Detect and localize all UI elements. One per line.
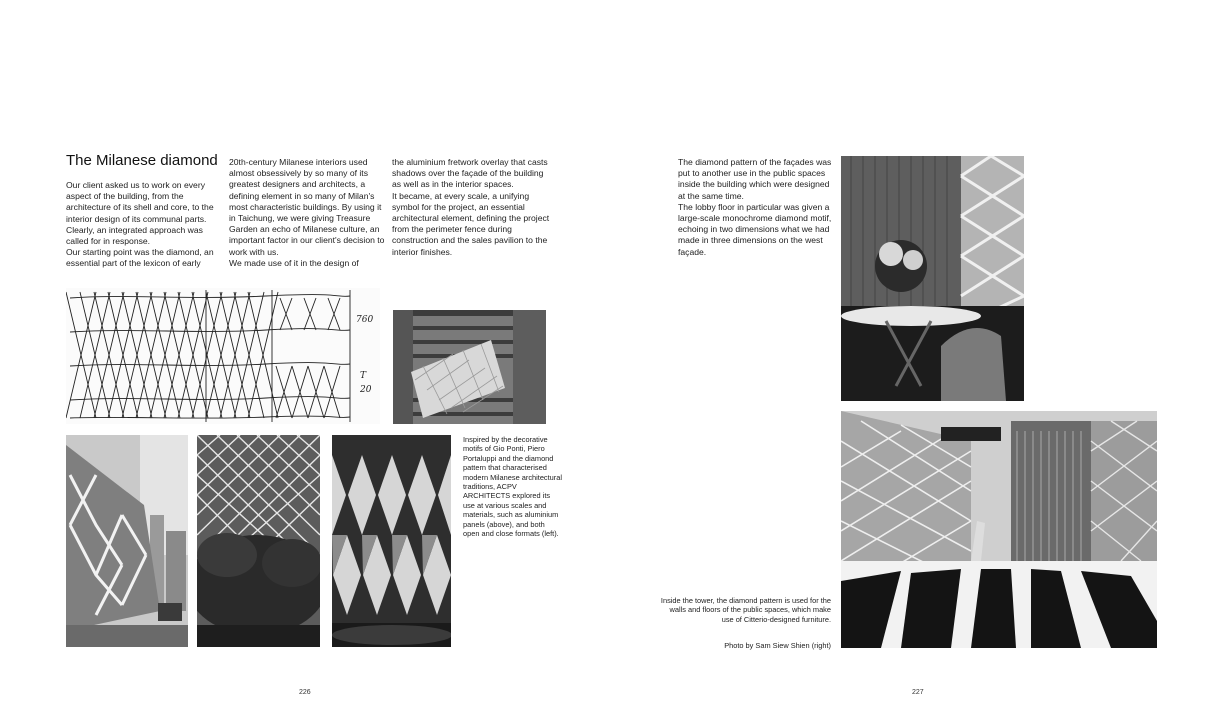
- sketch-note-3: 20: [360, 385, 372, 395]
- body-column-3: the aluminium fretwork overlay that casts shadows over the façade of the building as well as in the interior spaces. It became, at every scale, a unifying symbol for the project, an essential architectural element, defining the project from the perimeter fence during construction and the sales pavilion to the interior finishes.: [392, 157, 550, 257]
- lobby-photo-floor: [841, 411, 1157, 648]
- body-column-right: The diamond pattern of the façades was put to another use in the public spaces inside the building which were designed at the same time. The lobby floor in particular was given a large-scale monochrome diamond motif, echoing in two dimensions what we had made in three dimensions on the west façade.: [678, 157, 832, 257]
- sketch-note-1: 760: [356, 315, 374, 325]
- facade-photo-diamond-closeup: [332, 435, 451, 647]
- right-photo-caption: Inside the tower, the diamond pattern is used for the walls and floors of the public spaces, which make use of Citterio-designed furniture.: [660, 596, 831, 624]
- diamond-sketch-drawing: [66, 288, 380, 424]
- body-column-1: Our client asked us to work on every aspect of the building, from the architecture of its shell and core, to the interior design of its communal parts. Clearly, an integrated approach was called for in response. Our starting point was the diamond, an essential part of the lexicon of early: [66, 180, 214, 269]
- facade-photo-street: [66, 435, 188, 647]
- body-column-2: 20th-century Milanese interiors used almost obsessively by so many of its greatest designers and architects, a defining element in so many of Milan's most characteristic buildings. By using it in Taichung, we were giving Treasure Garden an echo of Milanese culture, an important factor in our client's decision to work with us. We made use of it in the design of: [229, 157, 385, 268]
- photo-credit: Photo by Sam Siew Shien (right): [724, 641, 831, 650]
- sketch-note-2: T: [360, 371, 367, 381]
- page-number-right: 227: [912, 689, 924, 696]
- left-photo-caption: Inspired by the decorative motifs of Gio Ponti, Piero Portaluppi and the diamond pattern that characterised modern Milanese architectural traditions, ACPV ARCHITECTS explored its use at various scales and materials, such as aluminium panels (above), and both open and close formats (left).: [463, 435, 562, 539]
- facade-panel-photo: [393, 310, 546, 424]
- lobby-photo-lounge: [841, 156, 1024, 401]
- page-number-left: 226: [299, 689, 311, 696]
- page-title: The Milanese diamond: [66, 152, 218, 169]
- facade-photo-trees: [197, 435, 320, 647]
